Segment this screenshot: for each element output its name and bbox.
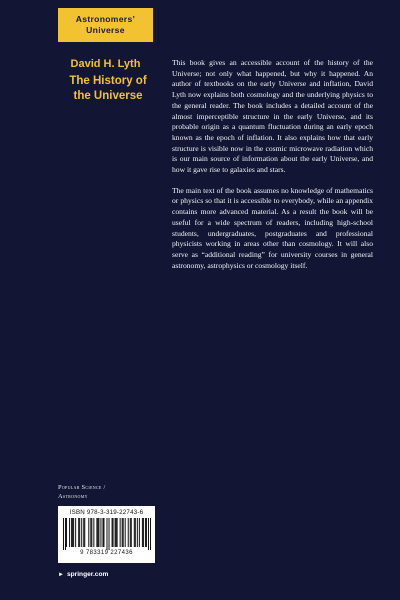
back-cover-blurb (172, 58, 373, 271)
series-label-line2: Universe (86, 25, 125, 35)
isbn-number: ISBN 978-3-319-22743-6 (69, 509, 144, 516)
subject-category (58, 483, 178, 501)
arrow-right-icon: ► (58, 571, 64, 578)
book-title-line2: the Universe (73, 90, 143, 102)
author-name: David H. Lyth (70, 58, 141, 70)
series-label (58, 8, 153, 42)
blurb-paragraph-2: The main text of the book assumes no knowledge of mathematics or physics so that it is accessible to everybody, while an appendix contains more advanced material. As a result the book will be useful for a wide spectrum of readers, including high-school students, undergraduates, postgraduates and professional physicists working in areas other than cosmology. It will also serve as “additional reading” for university courses in general astronomy, astrophysics or cosmology itself. (172, 185, 373, 270)
category-line2: Astronomy (58, 493, 88, 500)
series-label-line1: Astronomers’ (75, 14, 136, 24)
blurb-paragraph-1: This book gives an accessible account of the history of the Universe; not only what happened, but why it happened. An author of textbooks on the early Universe and inflation, David Lyth now explains both cosmology and the underlying physics to the general reader. The book includes a detailed account of the almost imperceptible structure in the early Universe, and its probable origin as a quantum fluctuation during an early epoch known as the epoch of inflation. It also explains how that early structure is visible now in the cosmic microwave radiation which is our main source of information about the early Universe, and how it gave rise to galaxies and stars. (172, 58, 373, 175)
barcode-panel (58, 506, 155, 563)
publisher-link[interactable] (58, 571, 108, 578)
publisher-url: springer.com (66, 571, 109, 578)
barcode-digits: 9 783319 227436 (80, 550, 133, 556)
book-title-line1: The History of (69, 75, 147, 87)
category-line1: Popular Science / (58, 484, 106, 491)
barcode-icon (63, 518, 151, 550)
book-title (58, 74, 158, 104)
